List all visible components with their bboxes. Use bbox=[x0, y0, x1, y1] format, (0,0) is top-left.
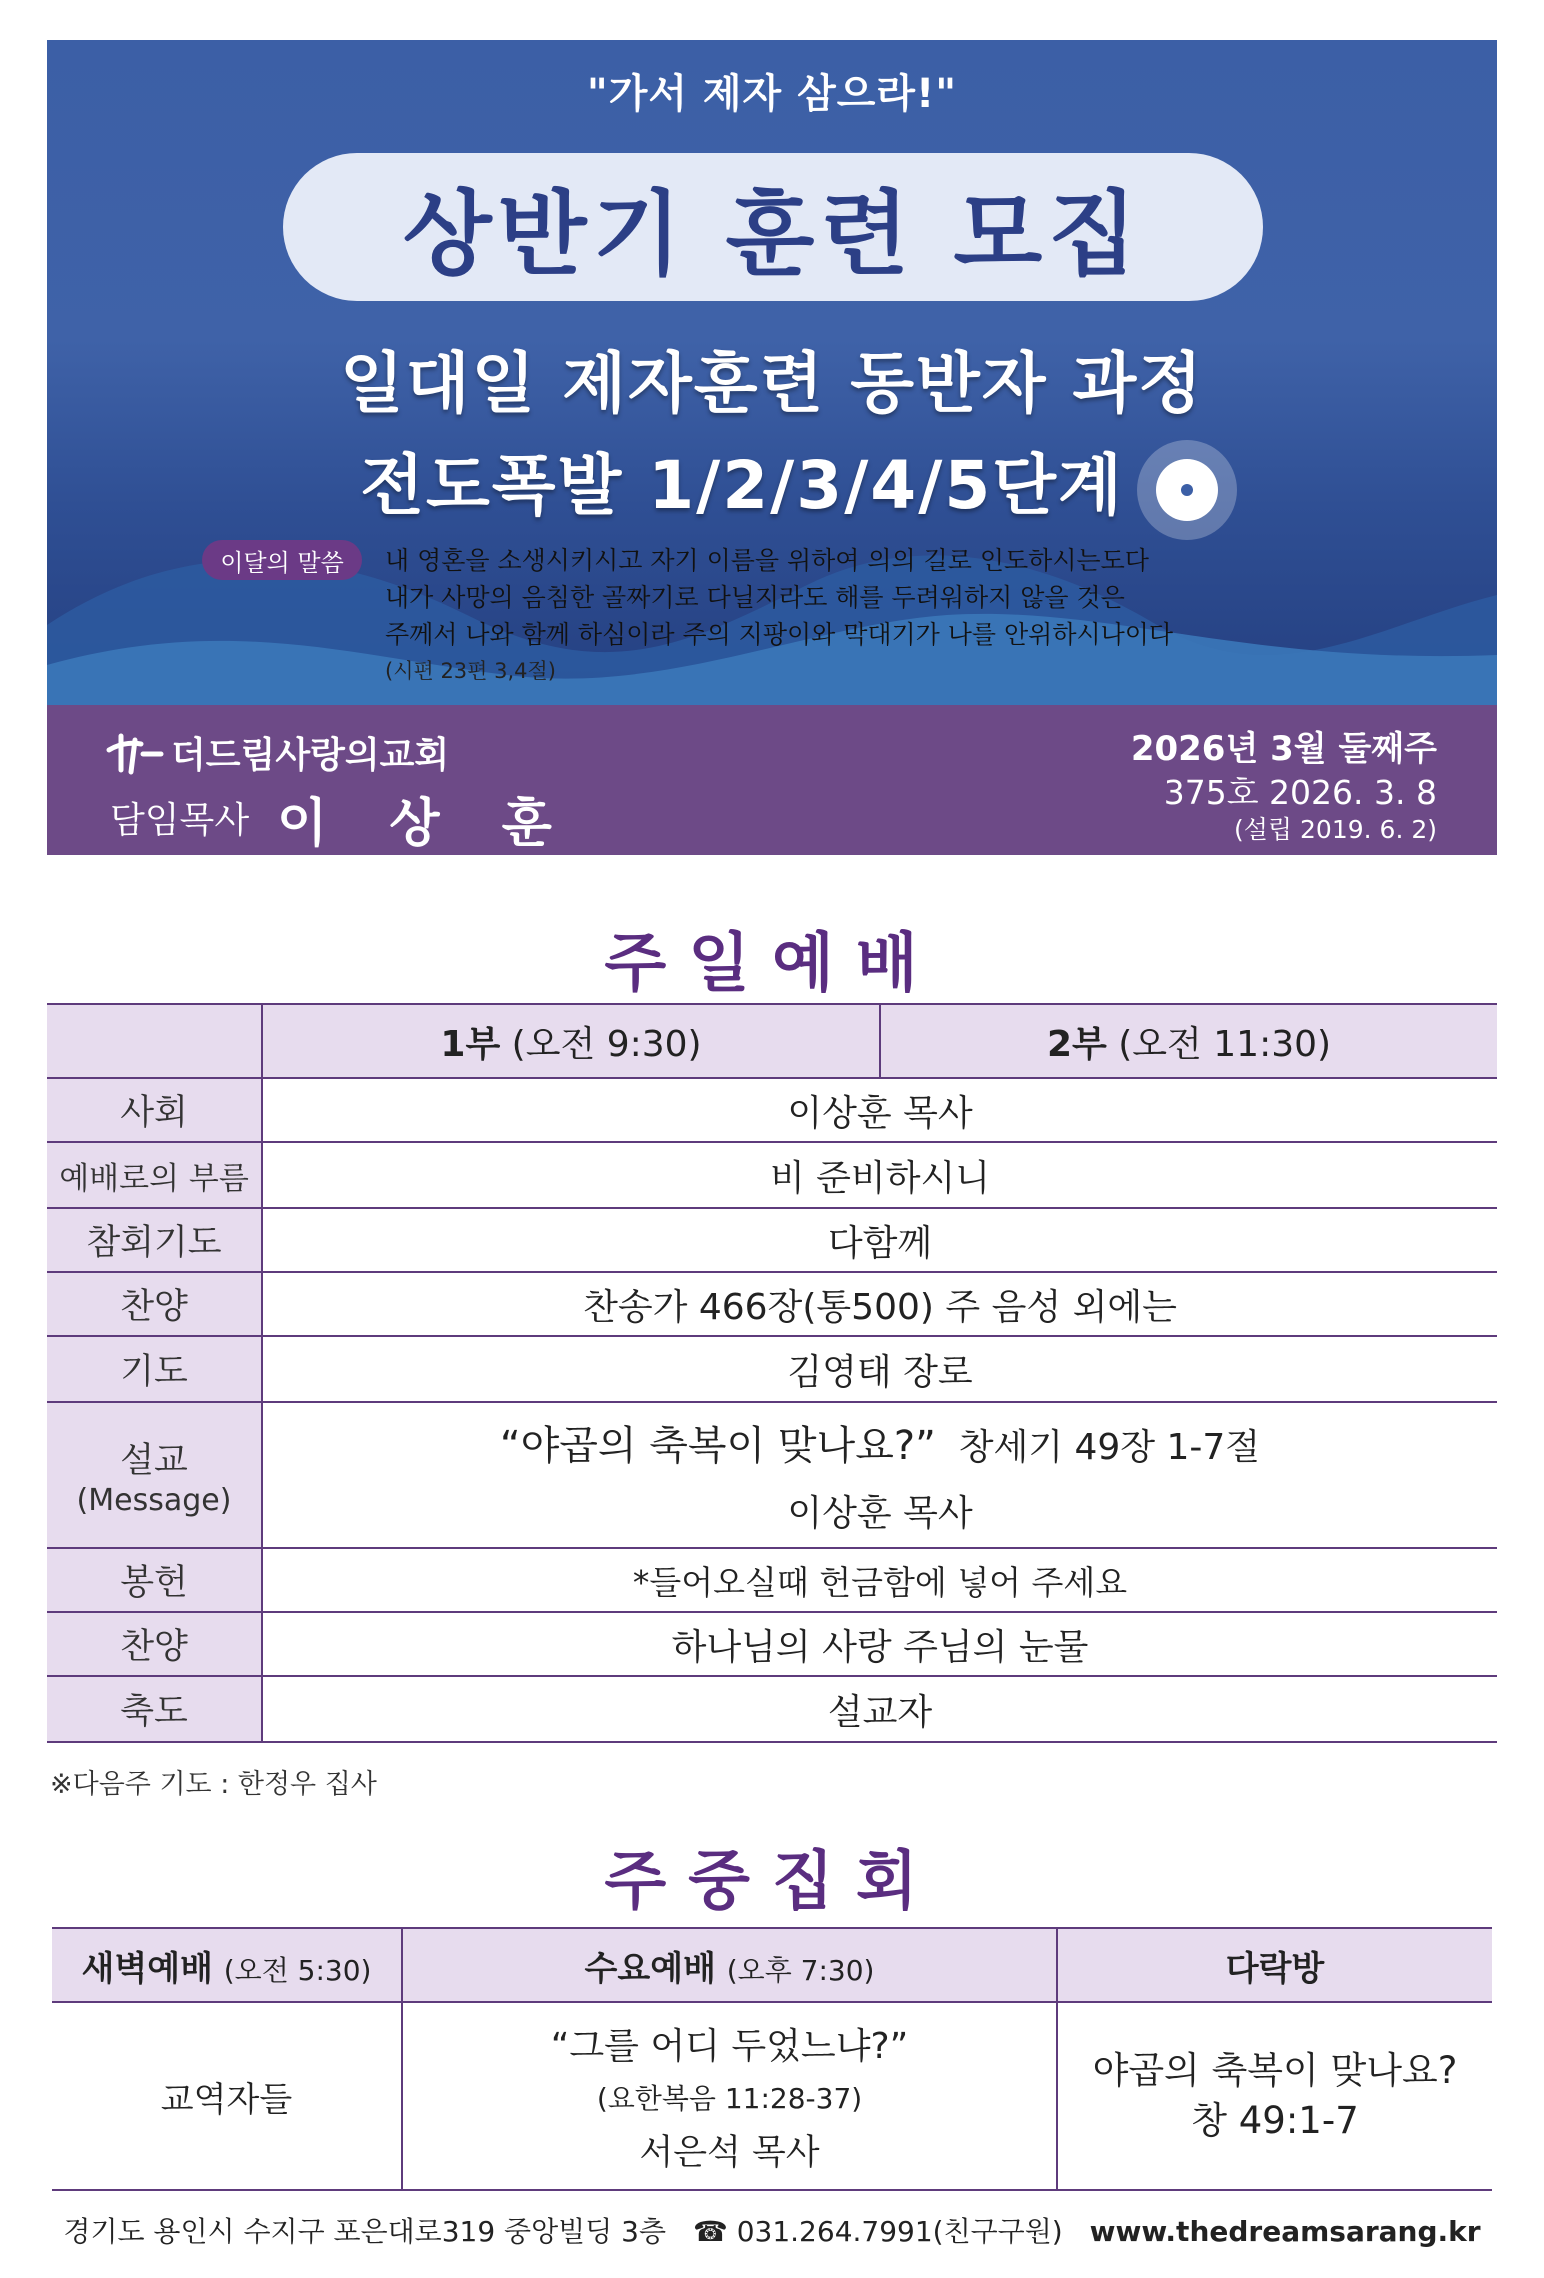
wednesday-service-header bbox=[402, 1928, 1057, 2002]
table-header-row bbox=[47, 1004, 1497, 1078]
pastor-label: 담임목사 bbox=[110, 800, 250, 841]
pastor-name: 이 상 훈 bbox=[277, 794, 574, 854]
sermon-reference: 창세기 49장 1-7절 bbox=[958, 1427, 1261, 1468]
headline: 상반기 훈련 모집 bbox=[402, 181, 1144, 288]
sermon-label-cell bbox=[47, 1402, 262, 1548]
row-value: 비 준비하시니 bbox=[262, 1142, 1497, 1208]
slogan: "가서 제자 삼으라!" bbox=[586, 71, 958, 117]
wednesday-reference: (요한복음 11:28-37) bbox=[596, 2081, 863, 2115]
wednesday-service-time: (오후 7:30) bbox=[726, 1953, 875, 1987]
service-2-name: 2부 bbox=[1046, 1023, 1107, 1065]
darak-detail bbox=[1057, 2002, 1492, 2190]
table-row bbox=[47, 1142, 1497, 1208]
service-1-time: (오전 9:30) bbox=[511, 1023, 702, 1065]
table-row bbox=[47, 1548, 1497, 1612]
row-label: 사회 bbox=[47, 1078, 262, 1142]
table-row bbox=[47, 1336, 1497, 1402]
course-line-2: 전도폭발 1/2/3/4/5단계 bbox=[360, 447, 1124, 524]
darak-line-2: 창 49:1-7 bbox=[1191, 2099, 1359, 2142]
course-line-1: 일대일 제자훈련 동반자 과정 bbox=[339, 345, 1204, 422]
row-label: 참회기도 bbox=[47, 1208, 262, 1272]
row-value: 이상훈 목사 bbox=[262, 1078, 1497, 1142]
church-phone: ☎ 031.264.7991(친구구원) bbox=[692, 2215, 1063, 2248]
issue-number: 375호 2026. 3. 8 bbox=[1163, 773, 1437, 812]
service-1-name: 1부 bbox=[440, 1023, 501, 1065]
recruitment-banner bbox=[47, 40, 1497, 705]
darak-name: 다락방 bbox=[1225, 1948, 1325, 1989]
row-label: 기도 bbox=[47, 1336, 262, 1402]
church-website-link[interactable]: www.thedreamsarang.kr bbox=[1089, 2215, 1481, 2248]
established-date: (설립 2019. 6. 2) bbox=[1234, 815, 1437, 844]
verse-line: 내가 사망의 음침한 골짜기로 다닐지라도 해를 두려워하지 않을 것은 bbox=[385, 583, 1125, 612]
sermon-cell bbox=[262, 1402, 1497, 1548]
verse-badge: 이달의 말씀 bbox=[202, 540, 362, 580]
row-value: 하나님의 사랑 주님의 눈물 bbox=[262, 1612, 1497, 1676]
wednesday-title: “그를 어디 두었느냐?” bbox=[550, 2025, 909, 2067]
table-row bbox=[47, 1676, 1497, 1742]
row-value: 김영태 장로 bbox=[262, 1336, 1497, 1402]
row-label: 봉헌 bbox=[47, 1548, 262, 1612]
church-address: 경기도 용인시 수지구 포은대로319 중앙빌딩 3층 bbox=[63, 2215, 667, 2248]
wednesday-preacher: 서은석 목사 bbox=[639, 2132, 820, 2173]
dawn-leader: 교역자들 bbox=[52, 2002, 402, 2190]
moon-icon bbox=[1137, 440, 1237, 540]
sunday-worship-title: 주일예배 bbox=[604, 927, 940, 1001]
gatherings-header-row bbox=[52, 1928, 1492, 2002]
verse-line: 내 영혼을 소생시키시고 자기 이름을 위하여 의의 길로 인도하시는도다 bbox=[385, 546, 1149, 575]
row-label: 예배로의 부름 bbox=[47, 1142, 262, 1208]
sunday-worship-table bbox=[47, 1003, 1497, 1743]
sermon-row bbox=[47, 1402, 1497, 1548]
headline-pill bbox=[283, 153, 1263, 301]
sermon-label: 설교 bbox=[120, 1440, 188, 1481]
service-2-time: (오전 11:30) bbox=[1118, 1023, 1332, 1065]
next-week-note: ※다음주 기도 : 한정우 집사 bbox=[50, 1769, 377, 1800]
table-row bbox=[47, 1612, 1497, 1676]
wednesday-detail bbox=[402, 2002, 1057, 2190]
row-label: 찬양 bbox=[47, 1612, 262, 1676]
church-header bbox=[47, 705, 1497, 855]
verse-reference: (시편 23편 3,4절) bbox=[385, 659, 556, 683]
row-value: *들어오실때 헌금함에 넣어 주세요 bbox=[262, 1548, 1497, 1612]
row-label: 찬양 bbox=[47, 1272, 262, 1336]
sermon-title: “야곱의 축복이 맞나요?” bbox=[499, 1423, 936, 1469]
verse-line: 주께서 나와 함께 하심이라 주의 지팡이와 막대기가 나를 안위하시나이다 bbox=[385, 620, 1174, 649]
table-row bbox=[47, 1208, 1497, 1272]
service-2-header bbox=[880, 1004, 1497, 1078]
row-value: 다함께 bbox=[262, 1208, 1497, 1272]
dawn-service-header bbox=[52, 1928, 402, 2002]
church-name: 더드림사랑의교회 bbox=[171, 735, 450, 776]
wednesday-service-name: 수요예배 bbox=[584, 1948, 716, 1989]
darak-header bbox=[1057, 1928, 1492, 2002]
weekday-gatherings-table bbox=[52, 1927, 1492, 2191]
service-1-header bbox=[262, 1004, 880, 1078]
table-row bbox=[47, 1078, 1497, 1142]
table-row bbox=[47, 1272, 1497, 1336]
monthly-verse bbox=[385, 542, 1385, 690]
sermon-preacher: 이상훈 목사 bbox=[787, 1493, 973, 1534]
dawn-service-time: (오전 5:30) bbox=[223, 1953, 372, 1987]
issue-week: 2026년 3월 둘째주 bbox=[1130, 729, 1437, 769]
weekday-gatherings-title: 주중집회 bbox=[604, 1845, 940, 1919]
row-value: 찬송가 466장(통500) 주 음성 외에는 bbox=[262, 1272, 1497, 1336]
footer bbox=[0, 2210, 1544, 2250]
church-logo-icon bbox=[105, 730, 165, 776]
gatherings-body-row bbox=[52, 2002, 1492, 2190]
darak-line-1: 야곱의 축복이 맞나요? bbox=[1092, 2049, 1458, 2092]
row-label: 축도 bbox=[47, 1676, 262, 1742]
row-value: 설교자 bbox=[262, 1676, 1497, 1742]
sermon-label-sub: (Message) bbox=[76, 1482, 232, 1518]
header-empty-cell bbox=[47, 1004, 262, 1078]
dawn-service-name: 새벽예배 bbox=[81, 1948, 213, 1989]
